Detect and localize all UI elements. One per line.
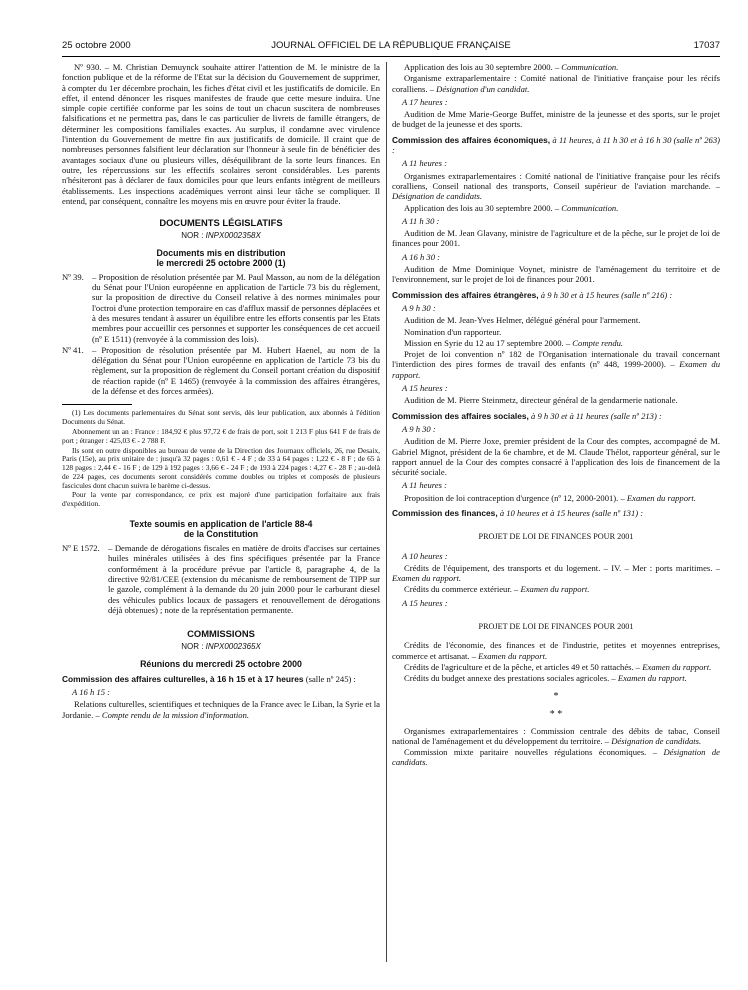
texte-heading-line2: de la Constitution: [183, 529, 259, 540]
commission-schedule: à 11 heures, à 11 h 30 et à 16 h 30 (salle nº 263) :: [392, 134, 720, 156]
document-text: – Proposition de résolution présentée par M. Paul Masson, au nom de la délégation du Sénat pour l'Union européenne en application de l'article 73 bis du règlement, sur la proposition de directive du Conseil relative à des normes minimales pour l'octroi d'une protection temporaire en cas d'afflux massif de personnes déplacées et à des mesures tendant à assurer un équilibre entre les efforts consentis par les Etats membres pour accueillir ces personnes et supporter les conséquences de cet accueil (nº E 1511) (renvoyée à la commission des lois).: [92, 271, 380, 344]
commission-heading: [392, 411, 720, 421]
agenda-text: Audition de Mme Marie-George Buffet, ministre de la jeunesse et des sports, sur le projet de budget de la jeunesse et des sports.: [392, 109, 720, 130]
time-slot-label: A 16 h 15 :: [72, 687, 111, 698]
agenda-text: Organismes extraparlementaires : Comité national de l'initiative française pour les récifs coralliens, Conseil national des transports, Conseil supérieur de l'aviation marchande. –: [392, 170, 720, 191]
agenda-item: [392, 493, 720, 503]
document-number: Nº E 1572.: [62, 543, 100, 554]
agenda-text: Projet de loi convention nº 182 de l'Organisation internationale du travail concernant l'interdiction des pires formes de travail des enfants (nº 448, 1999-2000). –: [392, 349, 720, 370]
time-slot: [392, 551, 720, 561]
footnote-para: Ils sont en outre disponibles au bureau de vente de la Direction des Journaux officiels, 26, rue Desaix, Paris (15e), au prix unitaire de : jusqu'à 32 pages : 0,61 € - 4 F ; de 33 à 64 pages : 1,22 € - 8 F ; de 65 à 128 pages : 2,44 € - 16 F ; de 129 à 192 pages : 3,66 € - 24 F ; de 193 à 224 pages : 4,27 € - 28 F ; au-delà de 224 pages, ces documents seront considérés comme doubles ou triples et composés de plusieurs fascicules dont chacun suivra le barème ci-dessus.: [62, 445, 380, 490]
document-e1572: [62, 543, 380, 615]
nor-code: INPX0002365X: [205, 642, 261, 652]
agenda-action: Désignation d'un candidat.: [436, 83, 530, 94]
nor-label: NOR :: [181, 231, 204, 241]
page-header: [62, 40, 720, 56]
document-number: Nº 41.: [62, 344, 84, 355]
agenda-action: Examen du rapport.: [520, 584, 590, 595]
agenda-action: Désignation de candidats.: [392, 747, 720, 768]
agenda-action: Examen du rapport.: [392, 573, 461, 584]
time-slot: [392, 303, 720, 313]
time-slot: [392, 252, 720, 262]
document-39: [62, 272, 380, 344]
agenda-text: Audition de M. Jean-Yves Helmer, délégué général pour l'armement.: [404, 315, 641, 326]
footnote-rule: [62, 404, 132, 405]
header-title: JOURNAL OFFICIEL DE LA RÉPUBLIQUE FRANÇAISE: [271, 40, 511, 51]
commission-name: Commission des affaires sociales,: [392, 410, 529, 421]
agenda-item: [392, 349, 720, 380]
time-slot: [392, 97, 720, 107]
agenda-text: Proposition de loi contraception d'urgence (nº 12, 2000-2001). –: [404, 492, 625, 503]
time-slot-label: A 16 h 30 :: [402, 251, 441, 262]
plf-heading-text: PROJET DE LOI DE FINANCES POUR 2001: [478, 532, 634, 542]
reunions-heading: Réunions du mercredi 25 octobre 2000: [140, 658, 302, 669]
header-date: 25 octobre 2000: [62, 40, 131, 51]
document-text: – Proposition de résolution présentée par M. Hubert Haenel, au nom de la délégation du Sénat pour l'Union européenne en application de l'article 73 bis du règlement, sur la proposition de règlement du Conseil portant création du dispositif de réaction rapide (nº E 1465) (renvoyée à la commission des affaires étrangères, de la défense et des forces armées).: [92, 344, 380, 397]
agenda-action: Désignation de candidats.: [611, 735, 702, 746]
agenda-text: Commission mixte paritaire nouvelles régulations économiques. –: [404, 747, 658, 758]
agenda-item: [392, 563, 720, 584]
time-slot-label: A 9 h 30 :: [402, 302, 436, 313]
commission-heading: [392, 508, 720, 518]
question-930: Nº 930. – M. Christian Demuynck souhaite attirer l'attention de M. le ministre de la fonction publique et de la réforme de l'Etat sur la décision du Gouvernement de supprimer, à compter du 1er décembre prochain, les fiches d'état civil et les justificatifs de domicile. En effet, il entend dénoncer les risques manifestes de fraude que cette mesure induira. Une simple copie certifiée conforme par les soins de tout un chacun suscitera de nombreuses falsifications et ne permettra pas, dans le cas particulier de livrets de famille étrangers, de déterminer les compositions familiales exactes. Au surplus, il condamne avec virulence l'intention du Gouvernement de mettre fin aux justificatifs de domicile. Il craint que de nombreuses personnes falsifient leur déclaration sur l'honneur à seule fin de bénéficier des avantages sociaux d'une ou plusieurs villes, déséquilibrant de la sorte leurs finances. En outre, les répercussions sur les effectifs scolaires seront considérables. Les parents n'hésiteront pas à déclarer de faux domiciles pour que leurs enfants intègrent de meilleurs établissements. Les inspections académiques verront ainsi leur tâche se compliquer. Il entend, par conséquent, connaître les moyens mis en œuvre pour éviter la fraude.: [62, 62, 380, 206]
commissions-title: COMMISSIONS: [187, 628, 255, 640]
distribution-heading: [62, 248, 380, 268]
time-slot: [392, 383, 720, 393]
agenda-text: Crédits du budget annexe des prestations sociales agricoles. –: [404, 673, 616, 684]
separator-stars: [392, 710, 720, 720]
agenda-item: [392, 584, 720, 594]
agenda-item: [392, 203, 720, 213]
separator-stars-text: *: [553, 690, 559, 702]
distribution-heading-line2: le mercredi 25 octobre 2000 (1): [156, 257, 286, 268]
agenda-item: [392, 171, 720, 202]
time-slot-label: A 9 h 30 :: [402, 423, 436, 434]
separator-stars-text: * *: [549, 708, 563, 720]
agenda-action: Compte rendu.: [572, 337, 624, 348]
agenda-item: [62, 699, 380, 720]
document-number: Nº 39.: [62, 271, 84, 282]
agenda-text: Crédits de l'équipement, des transports et du logement. – IV. – Mer : ports maritimes. –: [404, 562, 720, 573]
commission-heading: [392, 290, 720, 300]
time-slot-label: A 11 heures :: [402, 158, 447, 169]
plf-heading-text: PROJET DE LOI DE FINANCES POUR 2001: [478, 622, 634, 632]
agenda-action: Examen du rapport.: [617, 673, 687, 684]
commission-schedule: à 9 h 30 et à 11 heures (salle nº 213) :: [531, 410, 662, 421]
left-column: [62, 62, 380, 721]
footnote-para: Pour la vente par correspondance, ce prix est majoré d'une participation forfaitaire aux frais d'expédition.: [62, 490, 380, 509]
texte-heading: [62, 519, 380, 539]
agenda-text: Audition de M. Jean Glavany, ministre de l'agriculture et de la pêche, sur le projet de loi de finances pour 2001.: [392, 228, 720, 249]
agenda-text: Relations culturelles, scientifiques et techniques de la France avec le Liban, la Syrie et la Jordanie. –: [62, 699, 380, 720]
agenda-item: [392, 264, 720, 285]
agenda-action: Communication.: [561, 62, 619, 72]
agenda-text: Crédits de l'économie, des finances et de l'industrie, petites et moyennes entreprises, commerce et artisanat. –: [392, 640, 720, 661]
agenda-item: [392, 662, 720, 672]
nor-label: NOR :: [181, 642, 204, 652]
time-slot-label: A 11 h 30 :: [402, 215, 440, 226]
distribution-heading-line1: Documents mis en distribution: [156, 247, 286, 258]
time-slot-label: A 11 heures :: [402, 480, 447, 491]
header-rule: [62, 56, 720, 57]
agenda-item: [392, 673, 720, 683]
commission-schedule: à 9 h 30 et à 15 heures (salle nº 216) :: [540, 289, 673, 300]
texte-heading-line1: Texte soumis en application de l'article 88-4: [129, 519, 313, 530]
time-slot: [392, 158, 720, 168]
agenda-text: Crédits du commerce extérieur. –: [404, 584, 519, 595]
time-slot: [392, 424, 720, 434]
commission-name: Commission des affaires culturelles, à 16 h 15 et à 17 heures: [62, 673, 304, 684]
docs-section-title: DOCUMENTS LÉGISLATIFS: [159, 217, 283, 229]
agenda-action: Examen du rapport.: [392, 359, 720, 380]
agenda-item: [392, 747, 720, 768]
commission-name: Commission des finances,: [392, 507, 498, 518]
agenda-item: [392, 315, 720, 325]
commission-name: Commission des affaires étrangères,: [392, 289, 539, 300]
time-slot: [392, 216, 720, 226]
footnote-para: Abonnement un an : France : 184,92 € plus 97,72 € de frais de port, soit 1 213 F plus 641 F de frais de port ; étranger : 425,03 € - 2 788 F.: [62, 426, 380, 445]
agenda-text: Organismes extraparlementaires : Commission centrale des débits de tabac, Conseil national de l'aménagement et du développement du territoire. –: [392, 725, 720, 746]
header-page-number: 17037: [693, 40, 720, 51]
column-divider: [386, 62, 387, 962]
time-slot: [62, 687, 380, 697]
nor-reference-1: [62, 231, 380, 241]
separator-stars: [392, 692, 720, 702]
agenda-text: Nomination d'un rapporteur.: [404, 326, 502, 337]
plf-heading: [392, 532, 720, 542]
time-slot: [392, 598, 720, 608]
time-slot-label: A 15 heures :: [402, 597, 448, 608]
plf-heading: [392, 622, 720, 632]
document-41: [62, 345, 380, 396]
agenda-text: Application des lois au 30 septembre 2000. –: [404, 202, 560, 213]
nor-code: INPX0002358X: [205, 231, 261, 241]
agenda-item: [392, 327, 720, 337]
agenda-text: Audition de M. Pierre Steinmetz, directeur général de la gendarmerie nationale.: [404, 395, 678, 406]
agenda-text: Organisme extraparlementaire : Comité national de l'initiative française pour les récifs coralliens. –: [392, 73, 720, 94]
agenda-item: [392, 338, 720, 348]
agenda-action: Examen du rapport.: [478, 650, 548, 661]
commission-schedule: à 10 heures et à 15 heures (salle nº 131) :: [499, 507, 644, 518]
time-slot-label: A 10 heures :: [402, 550, 448, 561]
agenda-item: [392, 395, 720, 405]
agenda-item: [392, 62, 720, 72]
agenda-action: Compte rendu de la mission d'information.: [101, 709, 250, 720]
agenda-action: Examen du rapport.: [626, 492, 696, 503]
nor-reference-2: [62, 642, 380, 652]
agenda-text: Audition de M. Pierre Joxe, premier président de la Cour des comptes, accompagné de M. Gabriel Mignot, président de la 6e chambre, et de M. Claude Thélot, rapporteur général, sur le rapport annuel de la Cour des comptes consacré à l'application des lois de financement de la sécurité sociale.: [392, 436, 720, 478]
agenda-action: Examen du rapport.: [642, 661, 712, 672]
agenda-item: [392, 228, 720, 249]
commission-heading: [392, 135, 720, 156]
footnote-para: (1) Les documents parlementaires du Sénat sont servis, dès leur publication, aux abonnés à l'édition Documents du Sénat.: [62, 408, 380, 427]
time-slot-label: A 15 heures :: [402, 383, 448, 394]
agenda-item: [392, 109, 720, 130]
agenda-text: Audition de Mme Dominique Voynet, ministre de l'aménagement du territoire et de l'environnement, sur le projet de loi de finances pour 2001.: [392, 264, 720, 285]
right-column: [392, 62, 720, 769]
agenda-item: [392, 436, 720, 477]
agenda-item: [392, 73, 720, 94]
commission-name: Commission des affaires économiques,: [392, 134, 551, 145]
agenda-action: Désignation de candidats.: [392, 191, 482, 202]
agenda-action: Communication.: [561, 202, 619, 213]
footnote: [62, 409, 380, 509]
agenda-item: [392, 640, 720, 661]
time-slot: [392, 480, 720, 490]
agenda-text: Application des lois au 30 septembre 2000. –: [404, 62, 560, 72]
agenda-text: Crédits de l'agriculture et de la pêche, et articles 49 et 50 rattachés. –: [404, 661, 641, 672]
document-text: – Demande de dérogations fiscales en matière de droits d'accises sur certaines huiles minérales utilisées à des fins spécifiques présentée par la France conformément à la procédure prévue par l'article 8, paragraphe 4, de la directive 92/81/CEE (extension du mécanisme de remboursement de TIPP sur le gazole, complément à la demande du 20 juin 2000 pour le carburant diesel des véhicules publics locaux de passagers et renouvellement de dérogations déjà obtenues) ; note de la représentation permanente.: [108, 543, 380, 615]
time-slot-label: A 17 heures :: [402, 96, 448, 107]
agenda-text: Mission en Syrie du 12 au 17 septembre 2000. –: [404, 337, 571, 348]
agenda-item: [392, 726, 720, 747]
commission-culturelles: [62, 674, 380, 684]
commission-room: (salle nº 245) :: [305, 673, 356, 684]
